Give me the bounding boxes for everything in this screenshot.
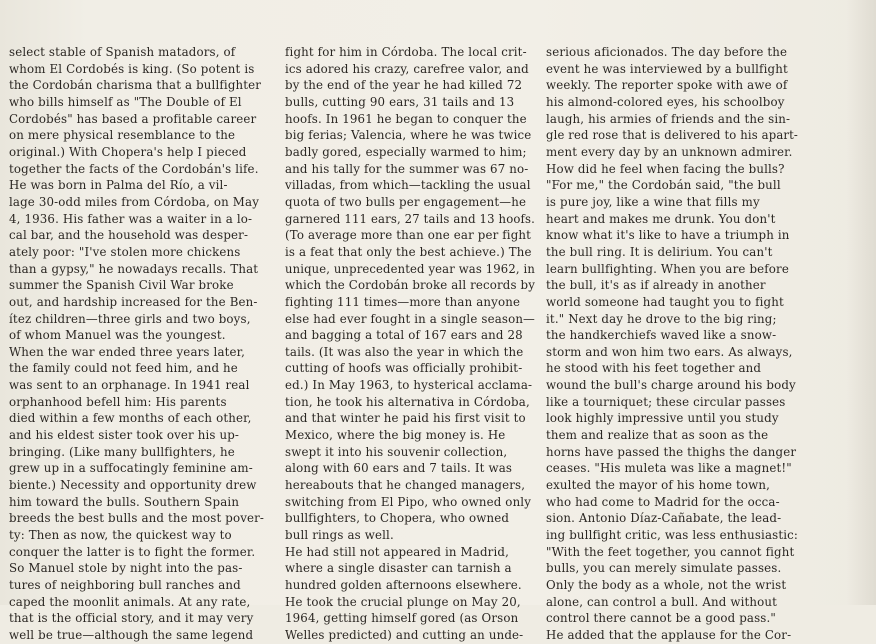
text-line: bullfighters, to Chopera, who owned [285,511,510,526]
text-line: So Manuel stole by night into the pas- [9,561,243,576]
text-line: well be true—although the same legend [9,627,254,642]
text-line: summer the Spanish Civil War broke [9,278,234,293]
text-line: ty: Then as now, the quickest way to [9,528,232,543]
text-line: control there cannot be a good pass." [546,611,776,626]
text-line: together the facts of the Cordobán's life. [9,161,259,176]
text-line: bull rings as well. [285,528,394,543]
text-line: is a feat that only the best achieve.) The [285,244,532,259]
text-line: 4, 1936. His father was a waiter in a lo- [9,211,253,226]
text-line: them and realize that as soon as the [546,428,769,443]
text-line: world someone had taught you to fight [546,294,784,309]
text-line: hundred golden afternoons elsewhere. [285,578,522,592]
text-line: tion, he took his alternativa in Córdoba, [285,394,530,409]
text-line: fight for him in Córdoba. The local crit- [285,45,527,59]
text-line: and bagging a total of 167 ears and 28 [285,328,523,343]
text-line: the family could not feed him, and he [9,361,238,376]
text-line: hoofs. In 1961 he began to conquer the [285,111,527,126]
text-line: Only the body as a whole, not the wrist [546,578,787,592]
text-line: He added that the applause for the Cor- [546,627,792,642]
text-line: and his eldest sister took over his up- [9,428,240,443]
text-line: look highly impressive until you study [546,411,779,426]
text-line: sion. Antonio Díaz-Cañabate, the lead- [546,511,782,526]
text-line: breeds the best bulls and the most pover- [9,511,265,526]
text-line: and that winter he paid his first visit to [285,411,526,426]
text-line: heart and makes me drunk. You don't [546,211,776,226]
text-line: fighting 111 times—more than anyone [285,294,521,309]
text-line: switching from El Pipo, who owned only [285,494,532,509]
text-line: cal bar, and the household was desper- [9,228,249,243]
text-line: died within a few months of each other, [9,411,252,426]
text-line: caped the moonlit animals. At any rate, [9,594,251,609]
text-line: out, and hardship increased for the Ben- [9,294,258,309]
text-line: conquer the latter is to fight the former. [9,544,256,559]
text-line: of whom Manuel was the youngest. [9,328,226,343]
text-line: who bills himself as "The Double of El [9,94,242,109]
text-line: know what it's like to have a triumph in [546,228,790,243]
text-line: whom El Cordobés is king. (So potent is [9,61,255,76]
text-line: and his tally for the summer was 67 no- [285,161,529,176]
text-line: Mexico, where the big money is. He [285,428,506,443]
text-line: the bull, it's as if already in another [546,278,766,293]
text-line: ics adored his crazy, carefree valor, and [285,61,529,76]
text-line: grew up in a suffocatingly feminine am- [9,461,253,476]
text-line: ment every day by an unknown admirer. [546,144,793,159]
text-line: the Cordobán charisma that a bullfighter [9,78,262,93]
text-line: on mere physical resemblance to the [9,128,236,143]
text-line: him toward the bulls. Southern Spain [9,494,240,509]
text-line: that is the official story, and it may very [9,611,254,626]
text-line: big ferias; Valencia, where he was twice [285,128,532,143]
text-line: quota of two bulls per engagement—he [285,194,527,209]
text-line: weekly. The reporter spoke with awe of [546,78,788,93]
text-line: bulls, cutting 90 ears, 31 tails and 13 [285,94,515,109]
text-line: storm and won him two ears. As always, [546,344,793,359]
text-line: horns have passed the thighs the danger [546,444,797,459]
text-line: hereabouts that he changed managers, [285,478,526,493]
text-line: "For me," the Cordobán said, "the bull [546,178,781,193]
text-line: 1964, getting himself gored (as Orson [285,611,519,626]
text-line: ceases. "His muleta was like a magnet!" [546,461,792,476]
text-line: than a gypsy," he nowadays recalls. That [9,261,259,276]
text-column-middle [285,44,535,644]
text-line: badly gored, especially warmed to him; [285,144,527,159]
text-line: he stood with his feet together and [546,361,762,376]
text-line: bringing. (Like many bullfighters, he [9,444,235,459]
text-line: He took the crucial plunge on May 20, [285,594,521,609]
text-line: laugh, his armies of friends and the sin- [546,111,791,126]
text-line: How did he feel when facing the bulls? [546,161,785,176]
text-line: gle red rose that is delivered to his apart- [546,128,799,143]
text-line: He had still not appeared in Madrid, [285,544,509,559]
text-line: cutting of hoofs was officially prohibit- [285,361,523,376]
text-line: tures of neighboring bull ranches and [9,578,241,592]
text-line: is pure joy, like a wine that fills my [546,194,760,209]
text-line: else had ever fought in a single season— [285,311,536,326]
text-line: garnered 111 ears, 27 tails and 13 hoofs. [285,211,535,226]
text-line: serious aficionados. The day before the [546,45,788,59]
text-line: original.) With Chopera's help I pieced [9,144,247,159]
text-line: orphanhood befell him: His parents [9,394,227,409]
text-line: ately poor: "I've stolen more chickens [9,244,241,259]
text-line: exulted the mayor of his home town, [546,478,771,493]
text-line: ítez children—three girls and two boys, [9,311,251,326]
text-line: the handkerchiefs waved like a snow- [546,328,777,343]
text-line: alone, can control a bull. And without [546,594,778,609]
text-line: event he was interviewed by a bullfight [546,61,788,76]
text-column-left [9,44,267,644]
text-line: it." Next day he drove to the big ring; [546,311,777,326]
text-line: wound the bull's charge around his body [546,378,796,393]
page-edge-shadow [846,0,876,605]
text-line: the bull ring. It is delirium. You can't [546,244,773,259]
text-line: select stable of Spanish matadors, of [9,45,236,59]
text-line: swept it into his souvenir collection, [285,444,508,459]
text-line: which the Cordobán broke all records by [285,278,535,293]
text-line: lage 30-odd miles from Córdoba, on May [9,194,260,209]
text-line: like a tourniquet; these circular passes [546,394,786,409]
text-line: When the war ended three years later, [9,344,246,359]
text-line: by the end of the year he had killed 72 [285,78,523,93]
text-line: He was born in Palma del Río, a vil- [9,178,228,193]
text-line: "With the feet together, you cannot fight [546,544,795,559]
text-line: biente.) Necessity and opportunity drew [9,478,257,493]
text-line: ing bullfight critic, was less enthusiastic: [546,528,798,543]
text-line: villadas, from which—tackling the usual [285,178,531,193]
text-line: was sent to an orphanage. In 1941 real [9,378,250,393]
text-line: along with 60 ears and 7 tails. It was [285,461,513,476]
text-line: Welles predicted) and cutting an unde- [285,627,524,642]
text-line: Cordobés" has based a profitable career [9,111,257,126]
text-line: tails. (It was also the year in which the [285,344,524,359]
text-line: his almond-colored eyes, his schoolboy [546,94,785,109]
text-column-right [546,44,798,644]
text-line: where a single disaster can tarnish a [285,561,512,576]
text-line: who had come to Madrid for the occa- [546,494,780,509]
text-line: learn bullfighting. When you are before [546,261,789,276]
text-line: (To average more than one ear per fight [285,228,532,243]
text-line: ed.) In May 1963, to hysterical acclama- [285,378,533,393]
text-line: unique, unprecedented year was 1962, in [285,261,535,276]
text-line: bulls, you can merely simulate passes. [546,561,782,576]
